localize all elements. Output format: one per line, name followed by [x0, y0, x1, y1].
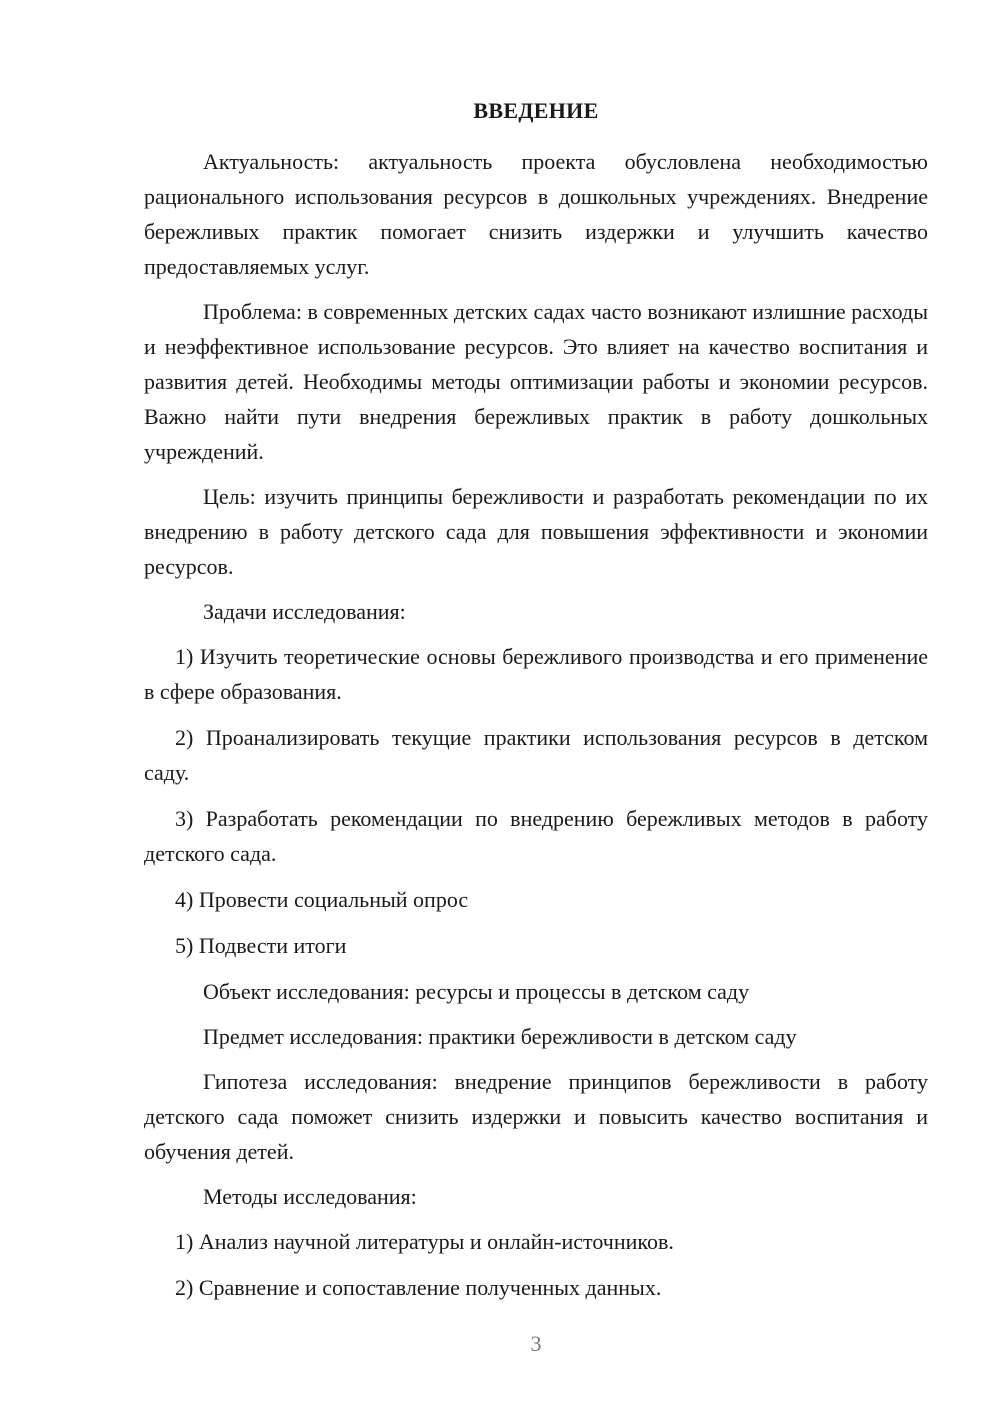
section-heading: ВВЕДЕНИЕ	[473, 98, 599, 123]
task-item-4: 4) Провести социальный опрос	[175, 887, 469, 912]
problem-paragraph: Проблема: в современных детских садах часто возникают излишние расходы и неэффективное использование ресурсов. Это влияет на качество воспитания и развития детей. Необходимы методы оптимизации работы и экономии ресурсов. Важно найти пути внедрения бережливых практик в работу дошкольных учреждений.	[144, 299, 928, 464]
research-object: Объект исследования: ресурсы и процессы в детском саду	[203, 979, 750, 1004]
task-item-2: 2) Проанализировать текущие практики использования ресурсов в детском саду.	[144, 725, 928, 785]
relevance-paragraph: Актуальность: актуальность проекта обусловлена необходимостью рационального использования ресурсов в дошкольных учреждениях. Внедрение бережливых практик помогает снизить издержки и улучшить качество предоставляемых услуг.	[144, 149, 928, 279]
document-body	[144, 93, 928, 1316]
task-item-1: 1) Изучить теоретические основы бережливого производства и его применение в сфере образования.	[144, 644, 928, 704]
method-item-2: 2) Сравнение и сопоставление полученных данных.	[175, 1275, 662, 1300]
page-number: 3	[530, 1331, 542, 1356]
task-item-3: 3) Разработать рекомендации по внедрению бережливых методов в работу детского сада.	[144, 806, 928, 866]
tasks-title: Задачи исследования:	[203, 599, 406, 624]
research-subject: Предмет исследования: практики бережливости в детском саду	[203, 1024, 797, 1049]
method-item-1: 1) Анализ научной литературы и онлайн-источников.	[175, 1229, 674, 1254]
methods-title: Методы исследования:	[203, 1184, 417, 1209]
hypothesis-paragraph: Гипотеза исследования: внедрение принципов бережливости в работу детского сада поможет снизить издержки и повысить качество воспитания и обучения детей.	[144, 1069, 928, 1164]
goal-paragraph: Цель: изучить принципы бережливости и разработать рекомендации по их внедрению в работу детского сада для повышения эффективности и экономии ресурсов.	[144, 484, 928, 579]
task-item-5: 5) Подвести итоги	[175, 933, 347, 958]
